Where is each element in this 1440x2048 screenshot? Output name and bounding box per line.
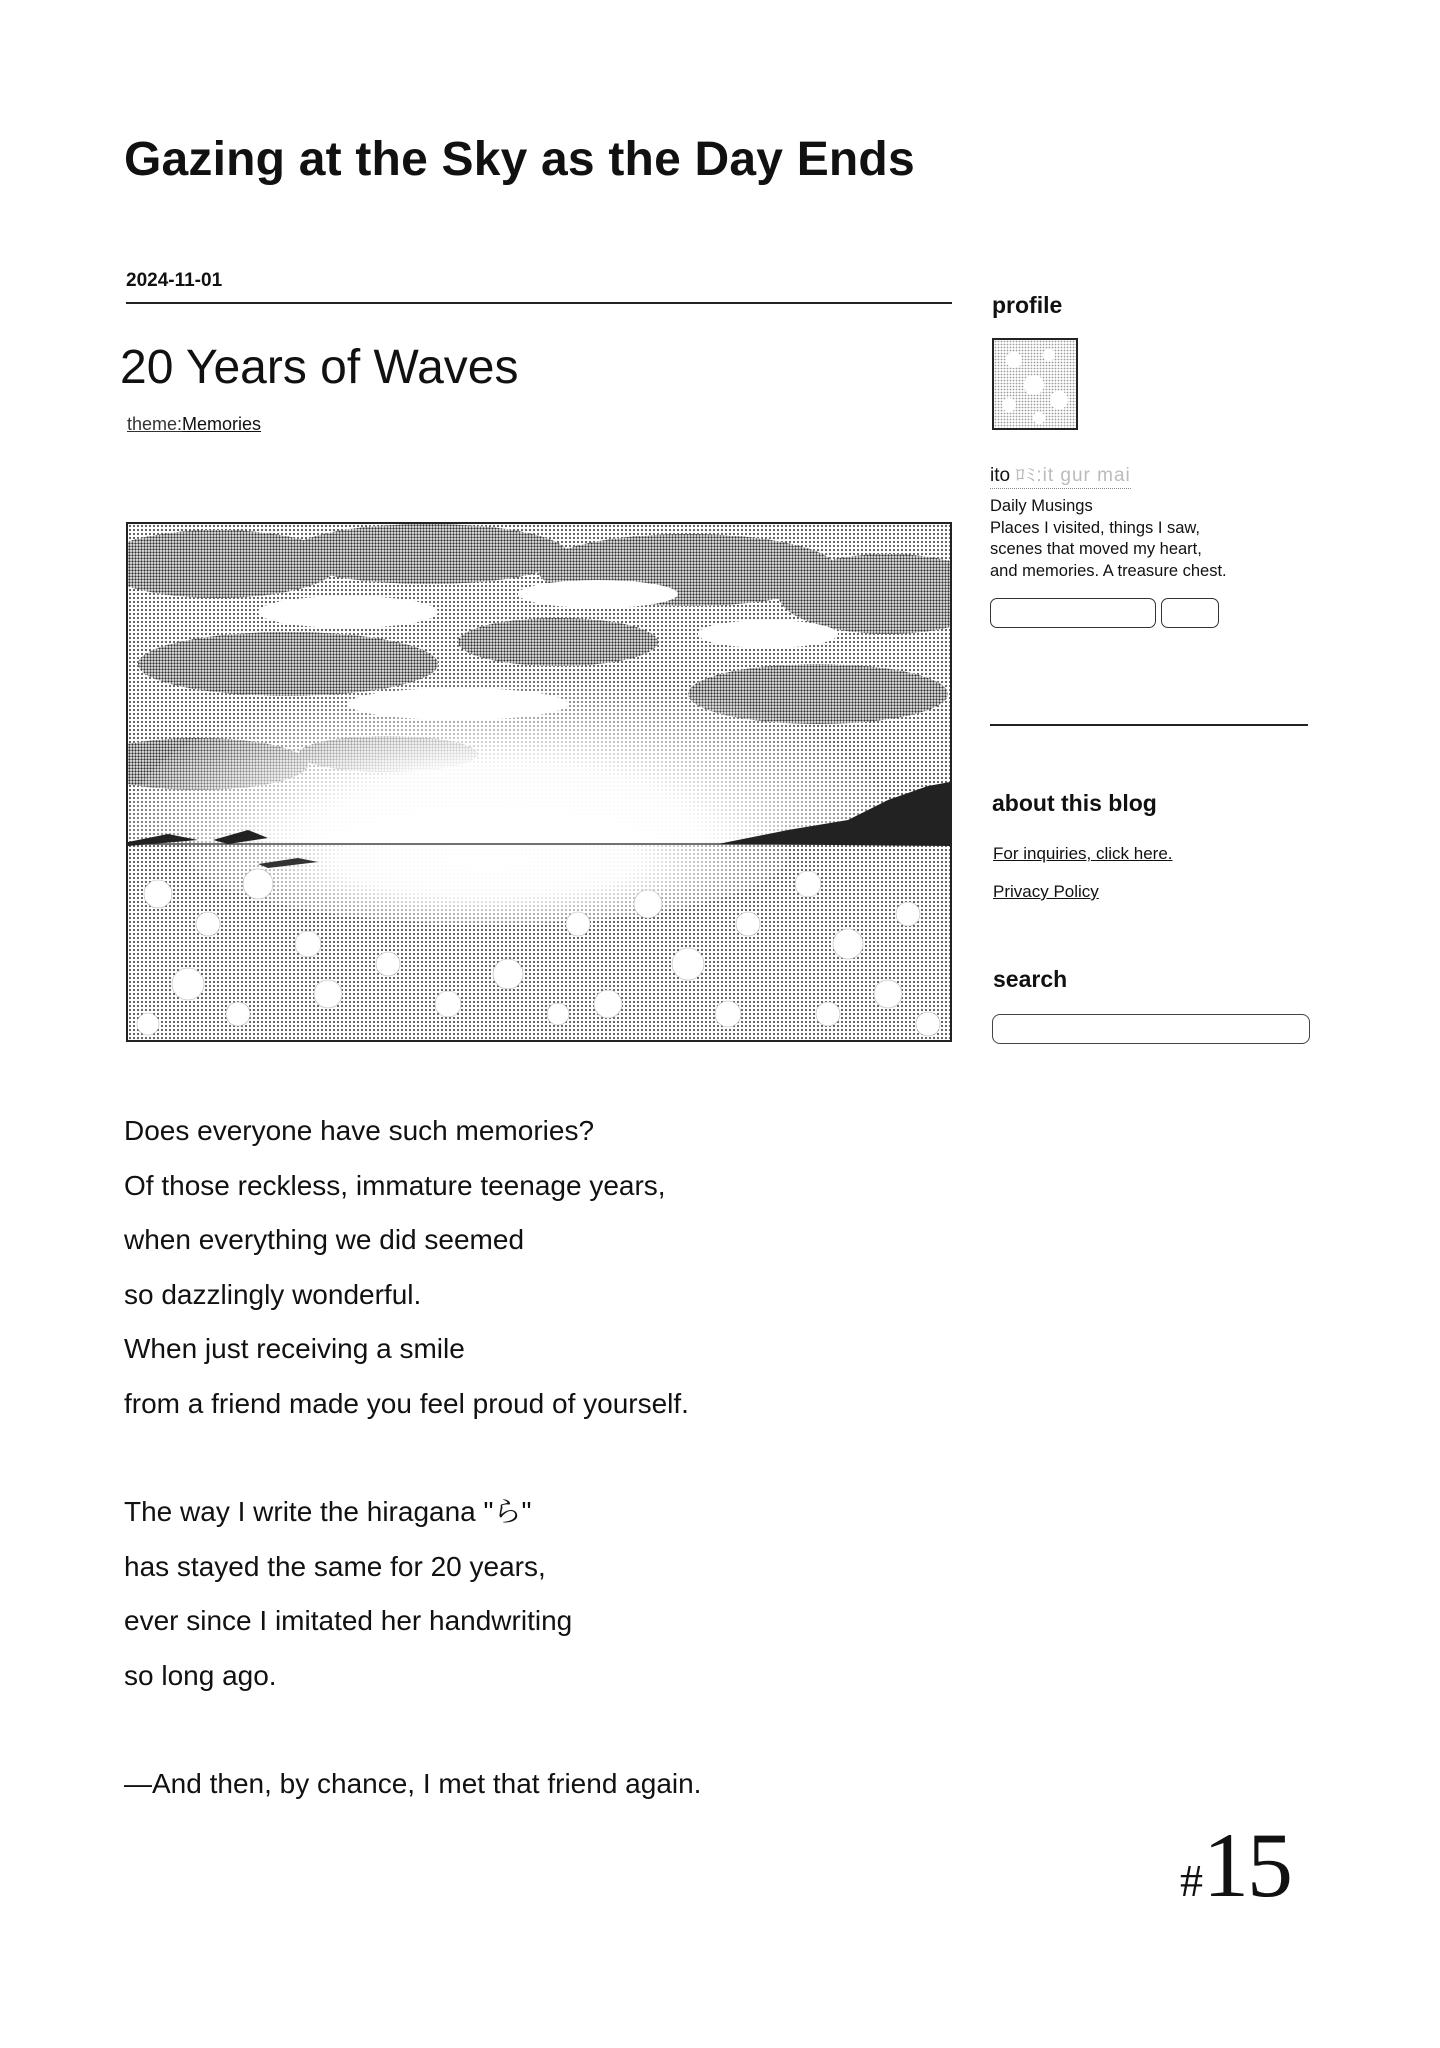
body-line: when everything we did seemed (124, 1224, 525, 1255)
search-input[interactable] (992, 1014, 1310, 1044)
body-line: so dazzlingly wonderful. (124, 1278, 422, 1310)
sidebar-divider (990, 724, 1308, 726)
sunset-sea-illustration (128, 524, 950, 1040)
theme-link[interactable]: Memories (182, 414, 262, 434)
body-line: Does everyone have such memories? (124, 1115, 595, 1146)
desc-line: scenes that moved my heart, (990, 540, 1202, 558)
issue-hash: # (1180, 1855, 1203, 1906)
body-line: ever since I imitated her handwriting (124, 1605, 573, 1636)
subscribe-button[interactable] (990, 598, 1156, 628)
inquiry-link[interactable]: For inquiries, click here. (993, 844, 1173, 863)
issue-num: 15 (1203, 1814, 1291, 1916)
avatar[interactable] (992, 338, 1078, 430)
body-line: so long ago. (124, 1659, 277, 1691)
post-body (124, 1104, 944, 1812)
username-text: ito (990, 465, 1011, 486)
sidebar-profile-heading: profile (992, 292, 1063, 318)
body-line: The way I write the hiragana "ら" (124, 1496, 532, 1527)
blog-title[interactable]: Gazing at the Sky as the Day Ends (124, 133, 915, 186)
body-line: from a friend made you feel proud of yourself. (124, 1387, 689, 1419)
sidebar-search-heading: search (993, 966, 1068, 992)
subscriber-count-button[interactable] (1161, 598, 1219, 628)
desc-line: Daily Musings (990, 497, 1093, 515)
post-divider (126, 302, 952, 304)
post-title[interactable]: 20 Years of Waves (120, 341, 519, 394)
desc-line: and memories. A treasure chest. (990, 561, 1227, 580)
body-line: has stayed the same for 20 years, (124, 1550, 546, 1582)
post-hero-image (126, 522, 952, 1042)
privacy-policy-link[interactable]: Privacy Policy (993, 882, 1099, 901)
avatar-image (994, 340, 1076, 428)
sidebar-about-heading: about this blog (992, 790, 1157, 816)
paragraph-gap (124, 1431, 944, 1485)
post-date[interactable]: 2024-11-01 (126, 270, 223, 291)
paragraph-gap (124, 1703, 944, 1757)
post-theme (127, 414, 261, 435)
username-obscured: ﾛﾐ:it gur mai (1015, 465, 1131, 486)
body-line: When just receiving a smile (124, 1333, 465, 1364)
issue-number (1180, 1812, 1291, 1918)
desc-line: Places I visited, things I saw, (990, 518, 1201, 537)
profile-description (990, 496, 1280, 582)
body-line: Of those reckless, immature teenage years, (124, 1169, 666, 1201)
theme-label: theme: (127, 414, 183, 434)
profile-username[interactable] (990, 460, 1131, 489)
body-line: —And then, by chance, I met that friend again. (124, 1768, 702, 1799)
